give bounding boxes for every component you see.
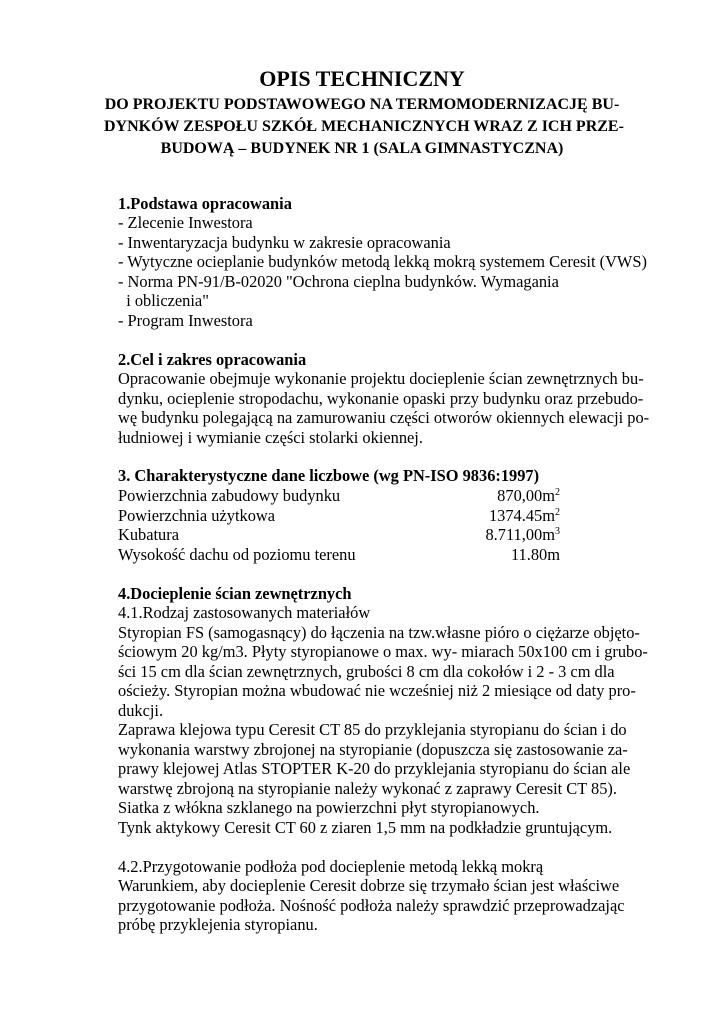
list-item: - Zlecenie Inwestora [118,213,253,232]
data-label: Kubatura [118,525,179,544]
paragraph-line: Opracowanie obejmuje wykonanie projektu docieplenie ścian zewnętrznych bu- [118,369,644,388]
paragraph-line: Tynk aktykowy Ceresit CT 60 z ziaren 1,5 mm na podkładzie gruntującym. [118,818,613,837]
data-label: Wysokość dachu od poziomu terenu [118,545,356,564]
data-label: Powierzchnia użytkowa [118,506,276,525]
paragraph-line: próbę przyklejenia styropianu. [118,915,318,934]
paragraph-line: warstwę zbrojoną na styropianie należy wykonać z zaprawy Ceresit CT 85). [118,779,617,798]
paragraph-line: ościeży. Styropian można wbudować nie wcześniej niż 2 miesiące od daty pro- [118,681,636,700]
subsection-heading: 4.2.Przygotowanie podłoża pod docieplenie metodą lekką mokrą [118,857,544,876]
list-item: i obliczenia" [118,291,209,310]
data-value: $8.711,00m^3$ [485,525,560,544]
list-item: - Norma PN-91/B-02020 "Ochrona cieplna budynków. Wymagania [118,272,559,291]
paragraph-line: dynku, ocieplenie stropodachu, wykonanie opaski przy budynku oraz przebudo- [118,389,644,408]
data-value: $1374.45m^2$ [488,506,560,525]
subsection-heading: 4.1.Rodzaj zastosowanych materiałów [118,603,371,622]
paragraph-line: Zaprawa klejowa typu Ceresit CT 85 do przyklejania styropianu do ścian i do [118,720,627,739]
list-item: - Program Inwestora [118,311,253,330]
paragraph-line: Warunkiem, aby docieplenie Ceresit dobrze się trzymało ścian jest właściwe [118,876,620,895]
section-4-heading: 4.Docieplenie ścian zewnętrznych [118,584,352,603]
document-subtitle [104,94,624,160]
paragraph-line: ści 15 cm dla ścian zewnętrznych, grubości 8 cm dla cokołów i 2 - 3 cm dla [118,662,615,681]
paragraph-line: ściowym 20 kg/m3. Płyty styropianowe o max. wy- miarach 50x100 cm i grubo- [118,642,648,661]
list-item: - Wytyczne ocieplanie budynków metodą lekką mokrą systemem Ceresit (VWS) [118,252,647,271]
section-1-heading: 1.Podstawa opracowania [118,194,292,213]
subtitle-line: BUDOWĄ – BUDYNEK NR 1 (SALA GIMNASTYCZNA) [160,140,564,157]
paragraph-line: dukcji. [118,701,164,720]
paragraph-line: Siatka z włókna szklanego na powierzchni płyt styropianowych. [118,798,540,817]
subtitle-line: DO PROJEKTU PODSTAWOWEGO NA TERMOMODERNIZACJĘ BU- [104,96,620,113]
data-label: Powierzchnia zabudowy budynku [118,486,341,505]
document-title: OPIS TECHNICZNY [259,66,465,91]
paragraph-line: Styropian FS (samogasnący) do łączenia na tzw.własne pióro o ciężarze objęto- [118,623,640,642]
section-2-heading: 2.Cel i zakres opracowania [118,350,307,369]
data-value: $870,00m^2$ [497,486,560,505]
data-value: 11.80m [510,545,560,564]
subtitle-line: DYNKÓW ZESPOŁU SZKÓŁ MECHANICZNYCH WRAZ Z ICH PRZE- [104,118,624,135]
paragraph-line: łudniowej i wymianie części stolarki okiennej. [118,428,423,447]
paragraph-line: wykonania warstwy zbrojonej na styropianie (dopuszcza się zastosowanie za- [118,740,628,759]
section-3-heading: 3. Charakterystyczne dane liczbowe (wg PN-ISO 9836:1997) [118,466,540,485]
paragraph-line: przygotowanie podłoża. Nośność podłoża należy sprawdzić przeprowadzając [118,896,625,915]
paragraph-line: prawy klejowej Atlas STOPTER K-20 do przyklejania styropianu do ścian ale [118,759,631,778]
list-item: - Inwentaryzacja budynku w zakresie opracowania [118,233,451,252]
paragraph-line: wę budynku polegającą na zamurowaniu części otworów okiennych elewacji po- [118,408,650,427]
